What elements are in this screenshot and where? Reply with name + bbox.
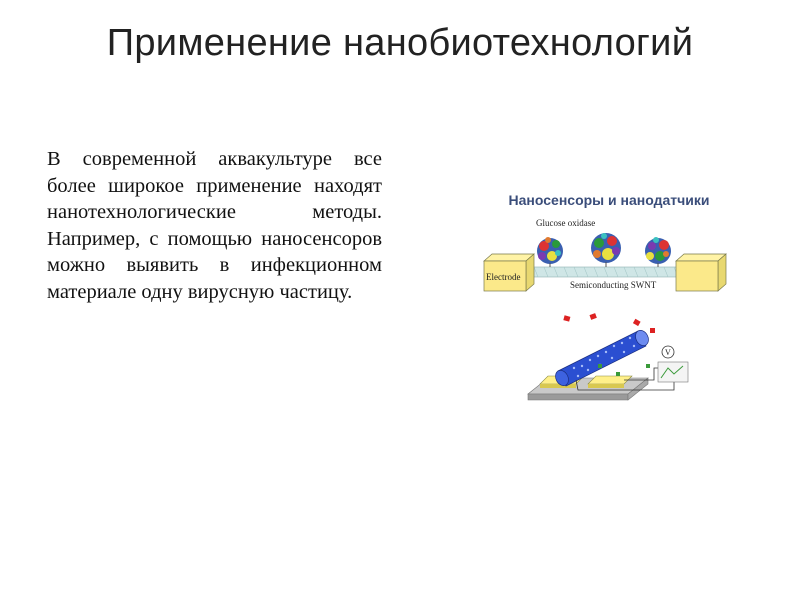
nanosensor-illustration [478,216,740,404]
slide-title: Применение нанобиотехнологий [106,22,694,64]
voltmeter-icon [658,346,688,382]
left-electrode [484,254,534,291]
right-electrode [676,254,726,291]
enzyme-cluster-1 [537,237,563,267]
label-glucose-oxidase: Glucose oxidase [536,218,596,228]
label-electrode: Electrode [486,272,521,282]
enzyme-cluster-2 [591,233,621,267]
nanosensor-figure [478,186,740,404]
enzyme-cluster-3 [645,237,671,267]
sensor-device [528,313,688,400]
body-paragraph: В современной аквакультуре все более широкое применение находят нанотехнологические методы. Например, с помощью наносенсоров можно выявить в инфекционном материале одну вирусную частицу. [47,148,382,303]
figure-title: Наносенсоры и нанодатчики [508,192,710,208]
svg-text:V: V [665,348,671,357]
label-swnt: Semiconducting SWNT [570,280,657,290]
